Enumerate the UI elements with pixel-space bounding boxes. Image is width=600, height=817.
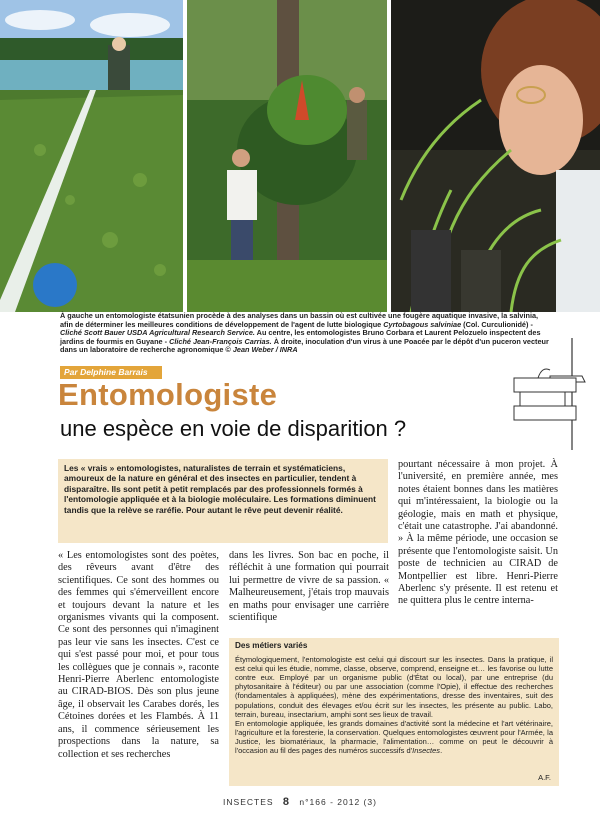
caption-credit: Cliché Jean-François Carrias. <box>169 336 272 346</box>
sidebar-punct: . <box>440 746 443 756</box>
footer-issue: n°166 - 2012 (3) <box>299 797 377 807</box>
author-byline: Par Delphine Barrais <box>60 366 162 379</box>
caption-text: À droite, inoculation d'un virus à une Poacée par le dépôt d'un puceron vecteur dans un laboratoire de recherche agronomique © <box>60 336 549 355</box>
sidebar-paragraph: Étymologiquement, l'entomologiste est celui qui discourt sur les insectes. Dans la pratique, il est celui qui les étudie, nomme, classe, observe, comprend, enseigne et… les favorise ou lutte contre eux. Employé par un organisme public (d'État ou local), par une entreprise (du phytosanitaire à l'éditeur) ou par une association (comme l'Opie), il effectue des recherches (fondamentales à appliquées), mène des expérimentations, dresse des inventaires, suit des populations, conduit des élevages et/ou écrit sur les insectes, les présente au public. Labo, terrain, bureau, insectarium, amphi sont ses lieux de travail. <box>235 655 553 719</box>
sidebar-box-body <box>235 655 553 755</box>
article-column-3: pourtant nécessaire à mon projet. À l'université, en première année, mes notes étaient bonnes dans les matières qui m'intéressaient, la biologie ou la géologie, mais en math et physique, c'était une catastrophe. J'ai abandonné. » À la même période, une occasion se présente que l'entomologiste saisit. Un poste de technicien au CIRAD de Montpellier est libre. Henri-Pierre Aberlenc s'y présente. Il est retenu et ne quittera plus le centre interna- <box>398 459 558 607</box>
caption-credit: Jean Weber / INRA <box>232 345 298 355</box>
footer-magazine: INSECTES <box>223 797 274 807</box>
article-column-1: « Les entomologistes sont des poètes, des rêveurs avant d'être des scientifiques. Ce sont des hommes ou des femmes qui s'émerveillent encore et toujours devant la nature et les organismes vivants qui la composent. Ce sont des personnes qui n'imaginent pas leur vie sans les insectes. C'est ce qui s'est passé pour moi, et pour tous les collègues que je connais », raconte Henri-Pierre Aberlenc entomologiste au CIRAD-BIOS. Dès son plus jeune âge, il observait les Carabes dorés, les Cétoines dorées et les Flambés. À 11 ans, il commence sérieusement les prospections dans la nature, sa collection et ses recherches <box>58 550 219 760</box>
caption-credit: Cliché Scott Bauer USDA Agricultural Research Service. <box>60 328 255 338</box>
photo-salvinia-basin <box>0 0 183 312</box>
sidebar-paragraph: En entomologie appliquée, les grands domaines d'activité sont la médecine et l'art vétérinaire, l'agriculture et la foresterie, la conservation. Quelques entomologistes œuvrent pour l'Armée, la Justice, les biomatériaux, la pharmacie, l'alimentation… comme on peut le découvrir à l'occasion au fil des pages des numéros successifs d' <box>235 718 553 756</box>
article-subtitle: une espèce en voie de disparition ? <box>60 416 407 441</box>
article-column-2: dans les livres. Son bac en poche, il réfléchit à une formation qui pourrait lui permettre de vivre de sa passion. « Malheureusement, j'étais trop mauvais en maths pour envisager une carrière scientifique <box>229 550 389 624</box>
caption-species: Cyrtobagous salviniae <box>383 319 462 329</box>
photo-caption <box>60 312 550 355</box>
sidebar-signature: A.F. <box>538 772 551 782</box>
article-lead: Les « vrais » entomologistes, naturalistes de terrain et systématiciens, amoureux de la nature en général et des insectes en particulier, tendent à disparaître. Ils sont petit à petit remplacés par des professionnels formés à l'entomologie appliquée et à la biologie moléculaire. Les formations diminuent tandis que la relève se raréfie. Pour autant le rêve peut devenir réalité. <box>58 459 388 543</box>
photo-ant-gardens <box>187 0 387 312</box>
sidebar-box-title: Des métiers variés <box>235 641 308 650</box>
insect-trap-illustration <box>510 338 595 450</box>
caption-text: À gauche un entomologiste étatsunien procède à des analyses dans un bassin où est cultivée une fougère aquatique invasive, la salvinia, afin de déterminer les meilleures conditions de développement de l'agent de lutte biologique <box>60 311 539 329</box>
page-number: 8 <box>282 796 291 808</box>
caption-text: (Col. Curculionidé) - <box>461 319 533 329</box>
sidebar-box <box>229 638 559 786</box>
caption-text: Au centre, les entomologistes Bruno Corbara et Laurent Pelozuelo inspectent des jardins de fourmis en Guyane - <box>60 328 541 346</box>
magazine-name: Insectes <box>412 746 441 756</box>
article-title: Entomologiste <box>58 377 278 412</box>
photo-lab-inoculation <box>391 0 600 312</box>
page-footer <box>0 796 600 808</box>
